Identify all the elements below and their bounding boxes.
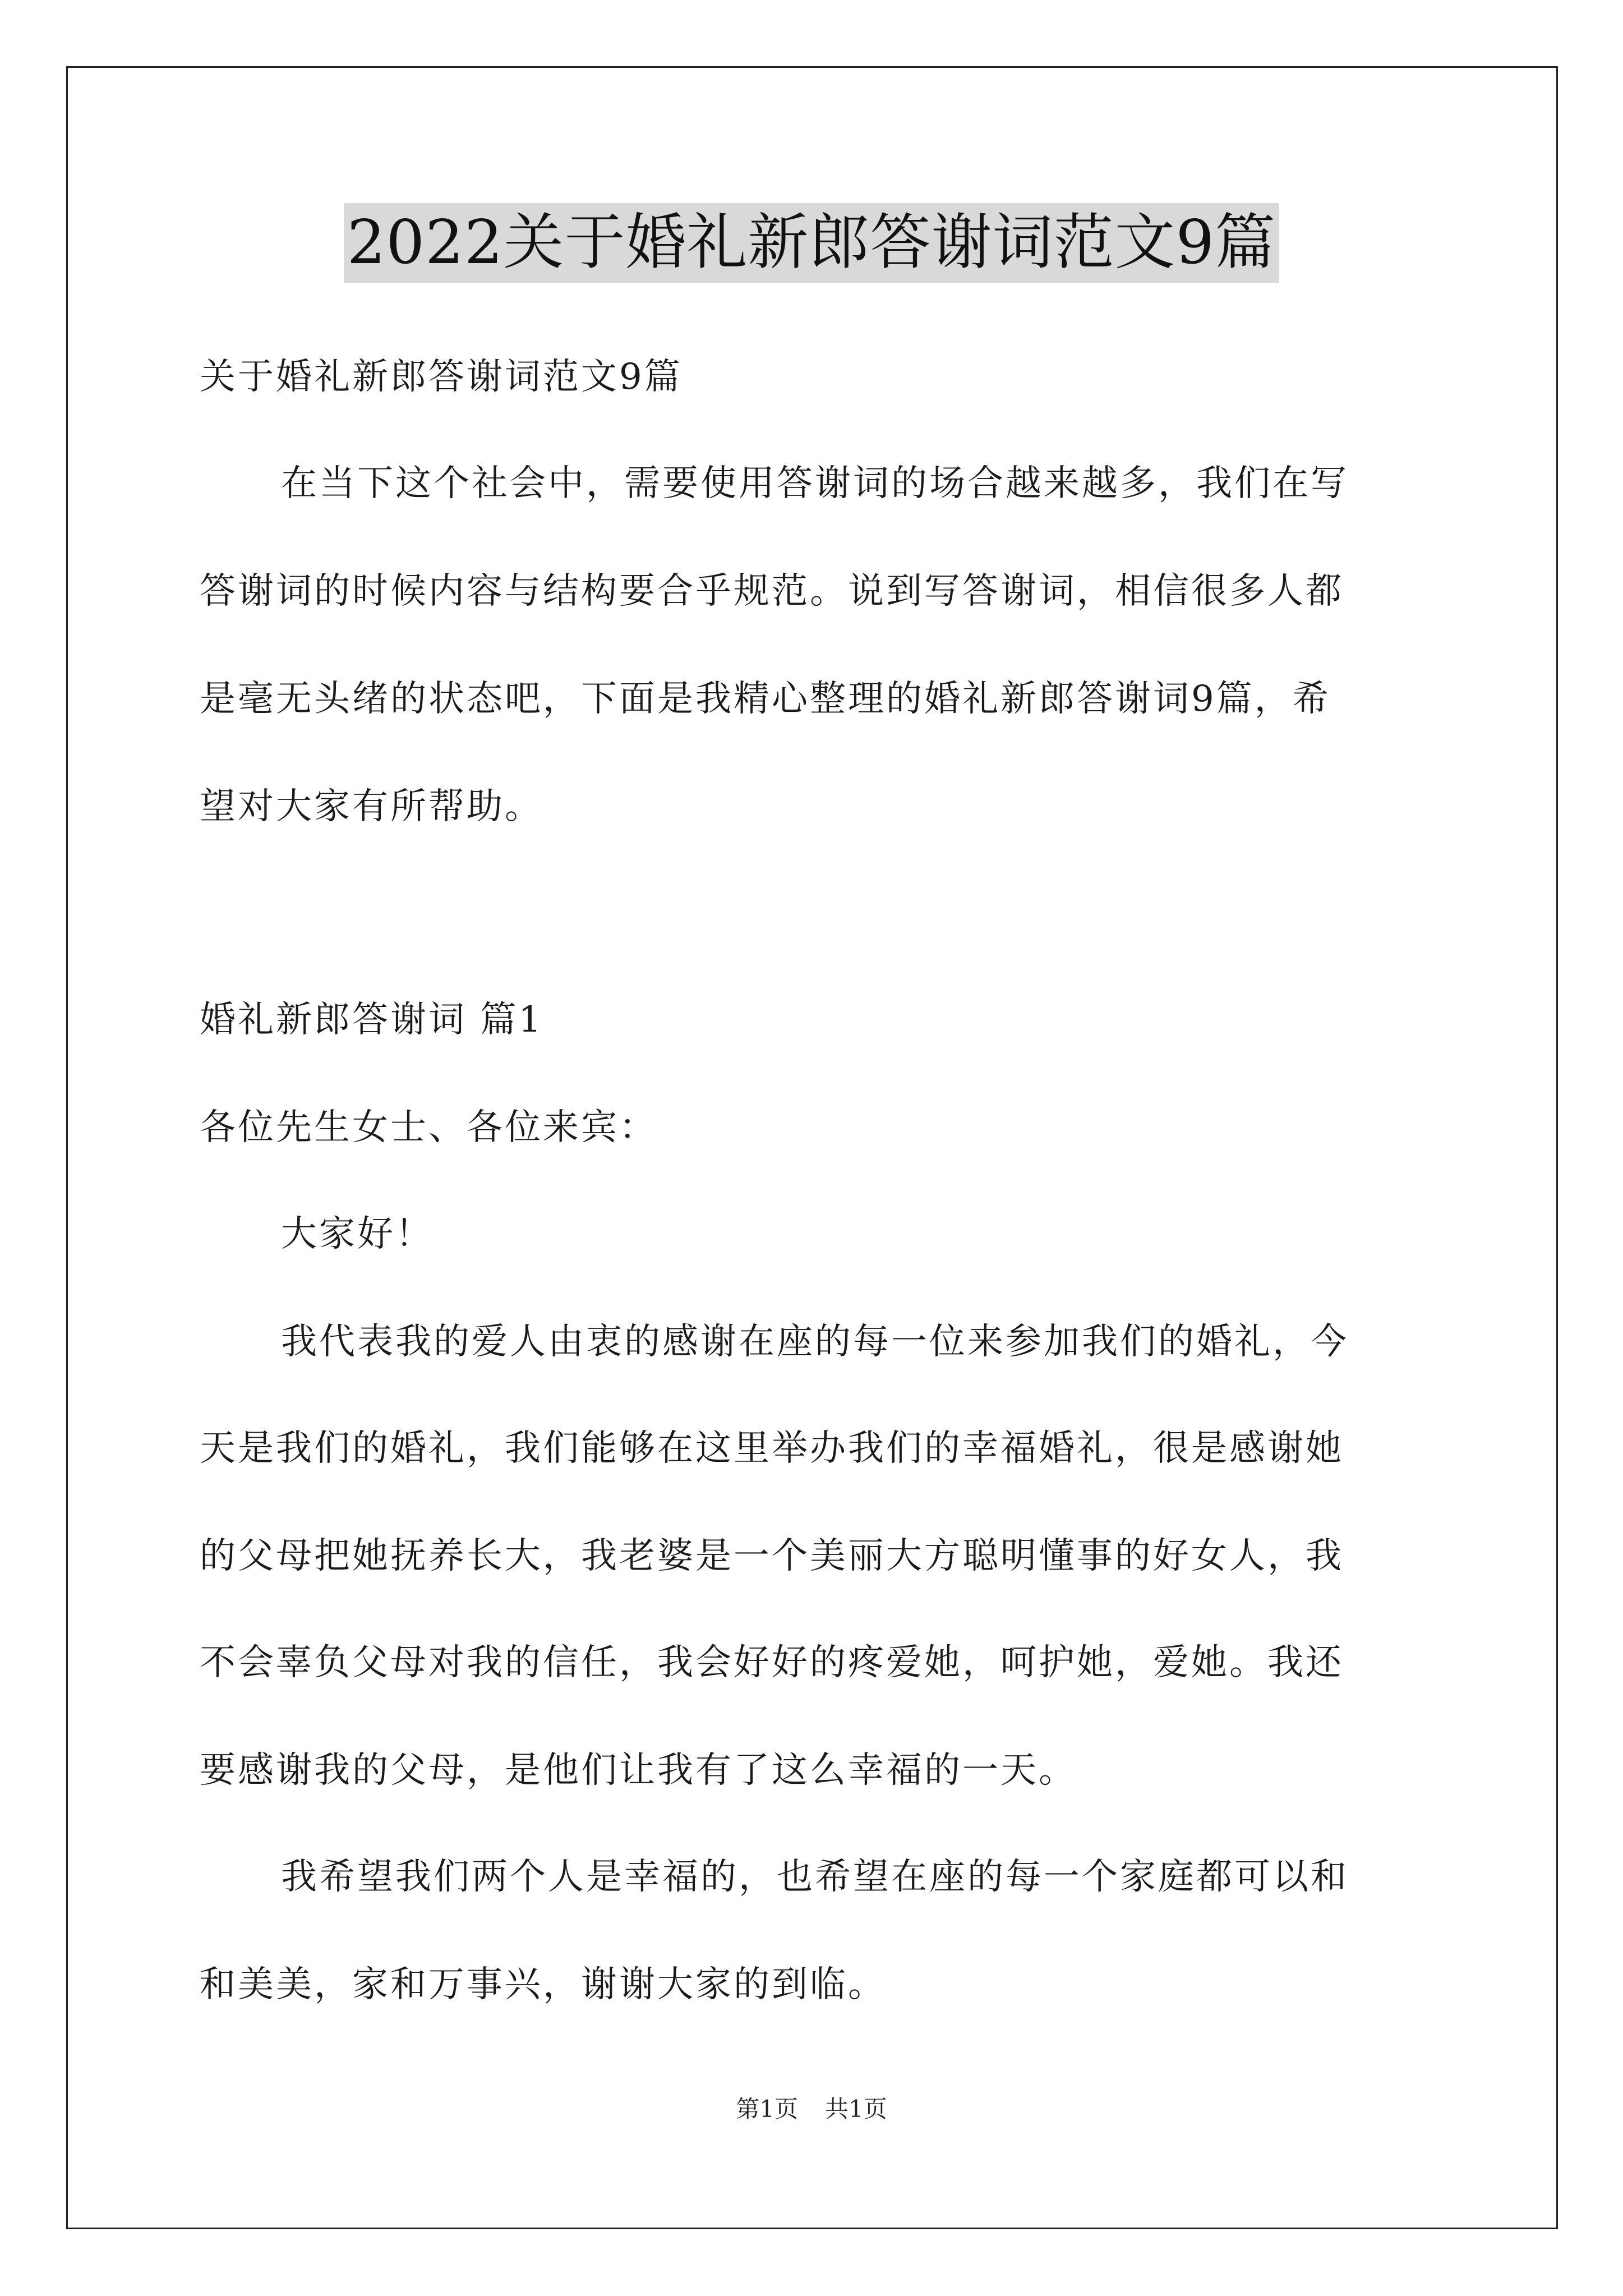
paragraph-line: 的父母把她抚养长大，我老婆是一个美丽大方聪明懂事的好女人，我 xyxy=(200,1535,1344,1577)
intro-line: 答谢词的时候内容与结构要合乎规范。说到写答谢词，相信很多人都 xyxy=(200,570,1344,612)
paragraph-line: 天是我们的婚礼，我们能够在这里举办我们的幸福婚礼，很是感谢她 xyxy=(200,1428,1344,1469)
title-container xyxy=(0,203,1623,283)
section-heading: 婚礼新郎答谢词 篇1 xyxy=(200,999,544,1041)
document-title: 2022关于婚礼新郎答谢词范文9篇 xyxy=(344,203,1280,283)
page-number: 第1页 xyxy=(736,2095,798,2123)
intro-line: 望对大家有所帮助。 xyxy=(200,786,543,827)
paragraph-line: 我代表我的爱人由衷的感谢在座的每一位来参加我们的婚礼，今 xyxy=(281,1321,1349,1363)
paragraph-line: 要感谢我的父母，是他们让我有了这么幸福的一天。 xyxy=(200,1750,1077,1791)
salutation: 各位先生女士、各位来宾： xyxy=(200,1107,657,1148)
intro-line: 是毫无头绪的状态吧，下面是我精心整理的婚礼新郎答谢词9篇，希 xyxy=(200,678,1331,720)
paragraph-line: 我希望我们两个人是幸福的，也希望在座的每一个家庭都可以和 xyxy=(281,1856,1349,1898)
paragraph-line: 不会辜负父母对我的信任，我会好好的疼爱她，呵护她，爱她。我还 xyxy=(200,1642,1344,1683)
document-subtitle: 关于婚礼新郎答谢词范文9篇 xyxy=(200,356,683,398)
page-total: 共1页 xyxy=(825,2095,887,2123)
greeting: 大家好！ xyxy=(281,1213,434,1255)
intro-line: 在当下这个社会中，需要使用答谢词的场合越来越多，我们在写 xyxy=(281,463,1349,504)
page-footer xyxy=(0,2095,1623,2124)
paragraph-line: 和美美，家和万事兴，谢谢大家的到临。 xyxy=(200,1964,886,2005)
